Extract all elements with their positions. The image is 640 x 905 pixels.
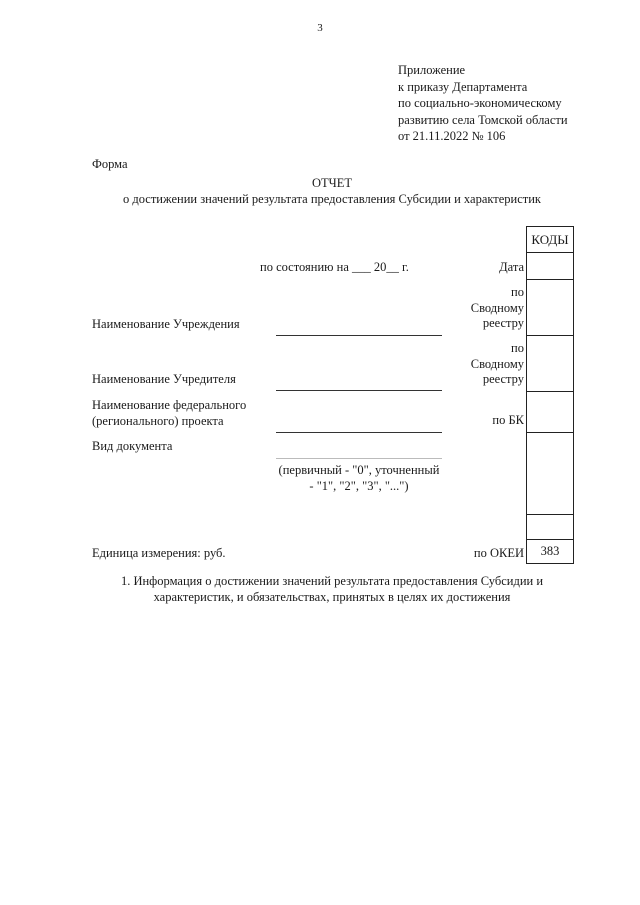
bk-label: по БК [492, 413, 524, 427]
section-1-title [0, 573, 640, 605]
institution-field-line[interactable] [276, 335, 442, 336]
appendix-block [398, 62, 568, 145]
codes-header: КОДЫ [526, 226, 574, 253]
founder-label: Наименование Учредителя [92, 372, 236, 386]
registry-code-cell-2[interactable] [526, 335, 574, 392]
page-number: 3 [317, 22, 323, 34]
project-label [92, 398, 246, 429]
appendix-line: от 21.11.2022 № 106 [398, 129, 506, 143]
project-field-line[interactable] [276, 432, 442, 433]
project-label-line: Наименование федерального [92, 398, 247, 412]
registry-code-cell-1[interactable] [526, 279, 574, 336]
registry-label-line: по [511, 341, 524, 355]
okei-code-cell: 383 [526, 539, 574, 564]
registry-label-2 [414, 341, 524, 388]
registry-label-line: по [511, 285, 524, 299]
spacer-code-cell [526, 514, 574, 540]
registry-label-line: реестру [482, 372, 524, 386]
unit-label: Единица измерения: руб. [92, 546, 226, 560]
state-date-line: по состоянию на ___ 20__ г. [260, 260, 409, 274]
okei-label: по ОКЕИ [473, 546, 524, 560]
appendix-line: к приказу Департамента [398, 79, 528, 94]
registry-label-line: реестру [482, 316, 524, 330]
date-code-cell[interactable] [526, 252, 574, 280]
report-title: ОТЧЕТ [311, 176, 353, 190]
project-label-line: (регионального) проекта [92, 413, 224, 428]
registry-label-line: Сводному [470, 300, 524, 315]
section-1-line: характеристик, и обязательствах, принятых в целях их достижения [153, 590, 511, 604]
founder-field-line[interactable] [276, 390, 442, 391]
registry-label-line: Сводному [470, 356, 524, 371]
doc-type-field-line[interactable] [276, 458, 442, 459]
bk-code-cell[interactable] [526, 391, 574, 433]
report-subtitle: о достижении значений результата предоставления Субсидии и характеристик [122, 192, 541, 206]
appendix-line: по социально-экономическому [398, 96, 562, 110]
institution-label: Наименование Учреждения [92, 317, 240, 331]
doc-type-label: Вид документа [92, 439, 173, 453]
doc-type-code-cell[interactable] [526, 432, 574, 515]
registry-label-1 [414, 285, 524, 332]
date-label: Дата [499, 260, 524, 274]
doc-type-note: (первичный - "0", уточненный - "1", "2", "3", "...") [278, 463, 440, 493]
appendix-line: развитию села Томской области [398, 112, 568, 127]
section-1-line: 1. Информация о достижении значений результата предоставления Субсидии и [120, 574, 544, 588]
appendix-line: Приложение [398, 63, 466, 77]
form-label: Форма [92, 157, 128, 171]
